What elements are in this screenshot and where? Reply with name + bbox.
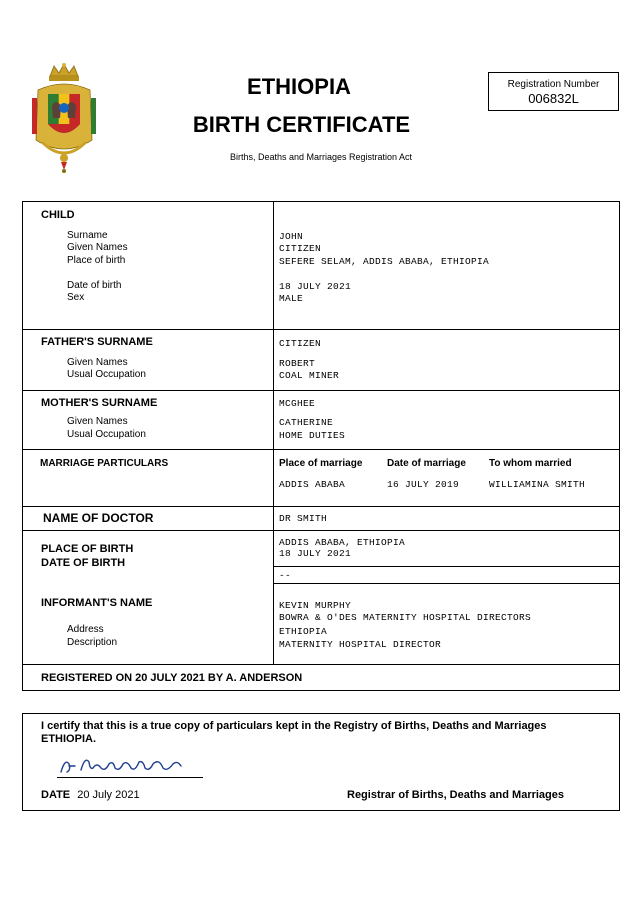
row-divider [23,449,619,450]
father-surname: CITIZEN [279,338,322,349]
child-given: CITIZEN [279,243,322,254]
child-sex: MALE [279,293,304,304]
row-divider [23,329,619,330]
country-title: ETHIOPIA [247,74,351,99]
doctor-heading: NAME OF DOCTOR [43,511,154,525]
row-divider-partial [273,566,619,567]
mother-occupation: HOME DUTIES [279,430,346,441]
certification-box [22,713,620,811]
signature [55,750,205,780]
act-subtitle: Births, Deaths and Marriages Registration Act [229,152,413,162]
column-divider [273,202,274,664]
date-value: 20 July 2021 [77,789,140,801]
child-surname-label: Surname [67,230,108,241]
registered-line: REGISTERED ON 20 JULY 2021 BY A. ANDERSON [41,672,303,684]
father-heading: FATHER'S SURNAME [41,336,153,348]
informant-address: BOWRA & O'DES MATERNITY HOSPITAL DIRECTORS [279,612,532,623]
informant-heading: INFORMANT'S NAME [41,597,153,609]
marriage-date: 16 JULY 2019 [387,479,460,490]
birth-date: 18 JULY 2021 [279,548,352,559]
mother-given-label: Given Names [67,416,128,427]
informant-name: KEVIN MURPHY [279,600,352,611]
row-divider [23,530,619,531]
marriage-whom: WILLIAMINA SMITH [489,479,586,490]
row-divider [23,506,619,507]
particulars-table [22,201,620,691]
child-surname: JOHN [279,231,304,242]
signature-line [57,777,203,778]
father-given-label: Given Names [67,357,128,368]
mother-given: CATHERINE [279,417,334,428]
birth-extra: -- [279,570,292,581]
child-date-label: Date of birth [67,280,122,291]
father-occupation-label: Usual Occupation [67,369,146,380]
mother-occupation-label: Usual Occupation [67,429,146,440]
informant-description: MATERNITY HOSPITAL DIRECTOR [279,639,442,650]
birth-place-heading: PLACE OF BIRTH [41,543,134,555]
child-date: 18 JULY 2021 [279,281,352,292]
marriage-place-col: Place of marriage [279,458,363,469]
father-occupation: COAL MINER [279,370,340,381]
registrar-title: Registrar of Births, Deaths and Marriages [347,789,565,801]
child-given-label: Given Names [67,242,128,253]
informant-description-label: Description [67,637,118,648]
child-heading: CHILD [41,209,75,221]
row-divider [23,390,619,391]
registration-number: 006832L [528,91,579,106]
row-divider [23,664,619,665]
marriage-date-col: Date of marriage [387,458,466,469]
child-sex-label: Sex [67,292,85,303]
child-place: SEFERE SELAM, ADDIS ABABA, ETHIOPIA [279,256,490,267]
marriage-heading: MARRIAGE PARTICULARS [40,458,169,469]
marriage-whom-col: To whom married [489,458,572,469]
father-given: ROBERT [279,358,316,369]
registration-box [488,72,619,111]
informant-address-2: ETHIOPIA [279,626,328,637]
certification-statement: I certify that this is a true copy of particulars kept in the Registry of Births, Deaths and Marriages [41,720,547,732]
mother-surname: MCGHEE [279,398,316,409]
row-divider [273,583,619,584]
mother-heading: MOTHER'S SURNAME [41,397,158,409]
certification-date [41,789,140,801]
document-title: BIRTH CERTIFICATE [192,112,411,137]
doctor-name: DR SMITH [279,513,328,524]
child-place-label: Place of birth [67,255,126,266]
certification-statement-country: ETHIOPIA. [41,733,97,745]
birth-date-heading: DATE OF BIRTH [41,557,126,569]
date-label: DATE [41,789,71,801]
registration-label: Registration Number [507,79,600,90]
informant-address-label: Address [67,624,104,635]
birth-place: ADDIS ABABA, ETHIOPIA [279,537,406,548]
marriage-place: ADDIS ABABA [279,479,346,490]
